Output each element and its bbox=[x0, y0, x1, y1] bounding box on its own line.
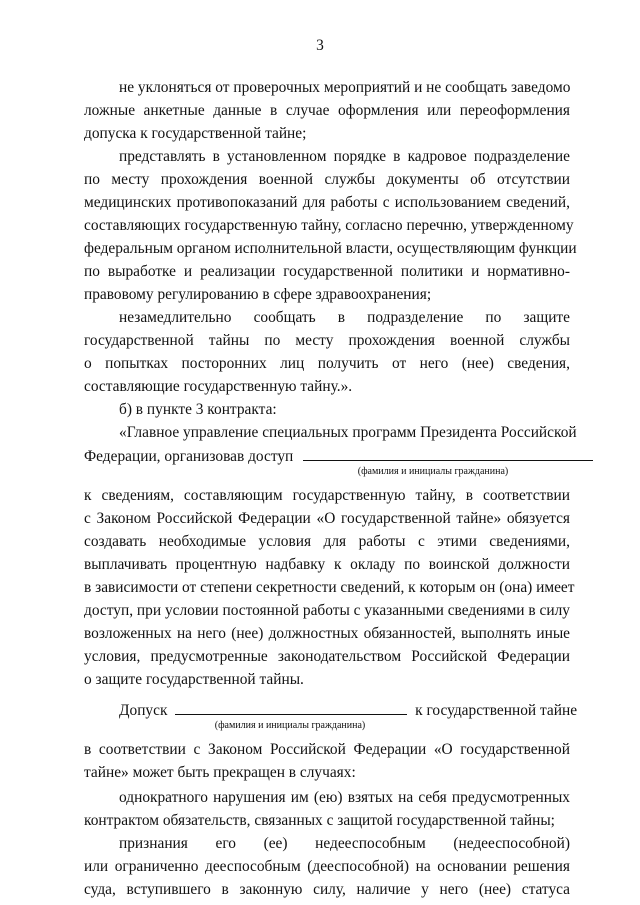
text-line: о попытках посторонних лиц получить от него (нее) сведения, bbox=[84, 355, 570, 372]
dopusk-tail: к государственной тайне bbox=[415, 702, 578, 719]
text-line: или ограниченно дееспособным (дееспособной) на основании решения bbox=[84, 858, 570, 875]
text-line: представлять в установленном порядке в кадровое подразделение bbox=[119, 148, 570, 165]
text-line: допуска к государственной тайне; bbox=[84, 125, 307, 142]
text-line: выплачивать процентную надбавку к окладу по воинской должности bbox=[84, 556, 570, 573]
page-number: 3 bbox=[316, 37, 324, 54]
text-line: медицинских противопоказаний для работы с использованием сведений, bbox=[84, 194, 570, 211]
text-line: суда, вступившего в законную силу, наличие у него (нее) статуса bbox=[84, 881, 570, 898]
access-line-text: Федерации, организовав доступ bbox=[84, 448, 294, 465]
text-line: в зависимости от степени секретности сведений, к которым он (она) имеет bbox=[84, 579, 575, 596]
text-line: тайне» может быть прекращен в случаях: bbox=[84, 764, 356, 781]
text-line: федеральным органом исполнительной власти, осуществляющим функции bbox=[84, 240, 577, 257]
access-line bbox=[84, 444, 570, 467]
text-line: по месту прохождения военной службы документы об отсутствии bbox=[84, 171, 570, 188]
text-line: возложенных на него (нее) должностных обязанностей, выполнять иные bbox=[84, 625, 570, 642]
dopusk-line bbox=[84, 698, 578, 721]
text-line: незамедлительно сообщать в подразделение по защите bbox=[119, 309, 570, 326]
text-line: доступ, при условии постоянной работы с указанными сведениями в силу bbox=[84, 602, 570, 619]
text-line: в соответствии с Законом Российской Федерации «О государственной bbox=[84, 741, 570, 758]
text-line: б) в пункте 3 контракта: bbox=[119, 401, 277, 418]
text-line: не уклоняться от проверочных мероприятий и не сообщать заведомо bbox=[119, 79, 571, 96]
text-line: признания его (ее) недееспособным (недееспособной) bbox=[119, 835, 570, 852]
text-line: государственной тайны по месту прохождения военной службы bbox=[84, 332, 570, 349]
text-line: с Законом Российской Федерации «О государственной тайне» обязуется bbox=[84, 510, 570, 527]
name-caption-1: (фамилия и инициалы гражданина) bbox=[357, 466, 509, 477]
text-line: составляющих государственную тайну, согласно перечню, утвержденному bbox=[84, 217, 574, 234]
name-blank-2[interactable] bbox=[175, 698, 407, 715]
text-line: «Главное управление специальных программ Президента Российской bbox=[119, 424, 577, 441]
text-line: условия, предусмотренные законодательством Российской Федерации bbox=[84, 648, 570, 665]
text-line: к сведениям, составляющим государственную тайну, в соответствии bbox=[84, 487, 570, 504]
name-blank-1[interactable] bbox=[303, 444, 593, 461]
text-line: правовому регулированию в сфере здравоохранения; bbox=[84, 286, 432, 303]
text-line: о защите государственной тайны. bbox=[84, 671, 304, 688]
text-line: по выработке и реализации государственной политики и нормативно- bbox=[84, 263, 570, 280]
dopusk-label: Допуск bbox=[119, 702, 168, 719]
text-line: ложные анкетные данные в случае оформления или переоформления bbox=[84, 102, 570, 119]
text-line: контрактом обязательств, связанных с защитой государственной тайны; bbox=[84, 812, 555, 829]
name-caption-2: (фамилия и инициалы гражданина) bbox=[214, 720, 366, 731]
text-line: создавать необходимые условия для работы с этими сведениями, bbox=[84, 533, 570, 550]
text-line: составляющие государственную тайну.». bbox=[84, 378, 353, 395]
text-line: однократного нарушения им (ею) взятых на себя предусмотренных bbox=[119, 789, 570, 806]
